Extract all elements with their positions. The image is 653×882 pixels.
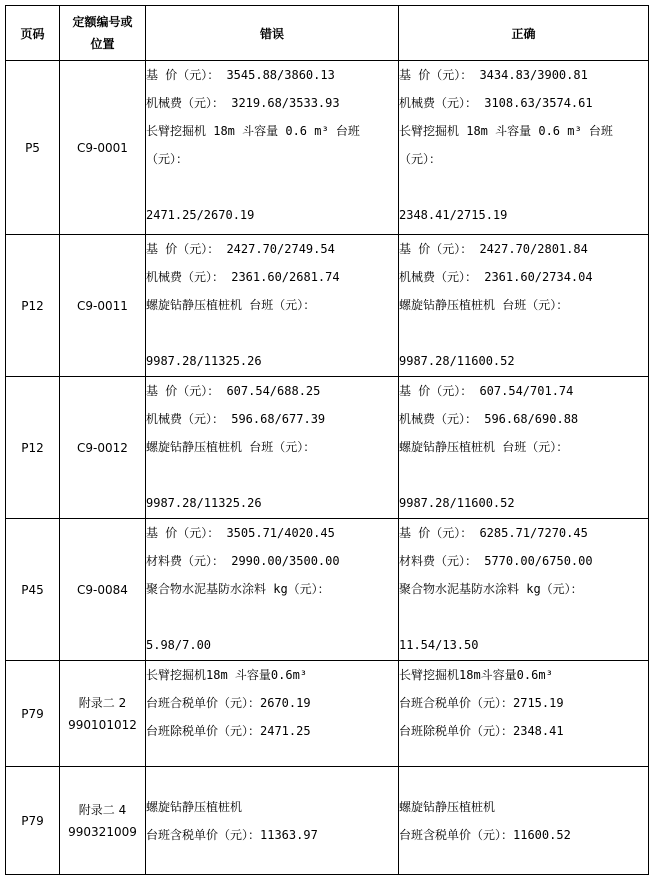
correct-line: 基 价（元）： 607.54/701.74 bbox=[399, 384, 574, 398]
row-wrong bbox=[146, 61, 399, 235]
row-page: P5 bbox=[6, 61, 60, 235]
wrong-line: 材料费（元）： 2990.00/3500.00 bbox=[146, 554, 340, 568]
wrong-line: 机械费（元）： 3219.68/3533.93 bbox=[146, 96, 340, 110]
row-correct bbox=[399, 377, 649, 519]
wrong-line: 2471.25/2670.19 bbox=[146, 208, 255, 222]
correct-line: 9987.28/11600.52 bbox=[399, 354, 515, 368]
row-code-line1: 附录二 4 bbox=[78, 802, 127, 817]
row-code: C9-0084 bbox=[60, 519, 146, 661]
row-page: P79 bbox=[6, 661, 60, 767]
row-page: P45 bbox=[6, 519, 60, 661]
correct-line: 机械费（元）： 2361.60/2734.04 bbox=[399, 270, 593, 284]
header-code bbox=[60, 6, 146, 61]
errata-table bbox=[5, 5, 649, 875]
row-correct bbox=[399, 235, 649, 377]
row-wrong bbox=[146, 235, 399, 377]
wrong-line: 长臂挖掘机18m 斗容量0.6m³ bbox=[146, 668, 308, 682]
spacer bbox=[146, 461, 398, 489]
correct-line: 螺旋钻静压植桩机 台班（元）： bbox=[399, 298, 569, 312]
spacer bbox=[399, 173, 648, 201]
row-correct bbox=[399, 519, 649, 661]
correct-line: 螺旋钻静压植桩机 bbox=[399, 800, 496, 814]
row-code: C9-0011 bbox=[60, 235, 146, 377]
wrong-line: 机械费（元）： 596.68/677.39 bbox=[146, 412, 326, 426]
header-code-line2: 位置 bbox=[90, 37, 115, 51]
wrong-line: 台班除税单价（元）：2471.25 bbox=[146, 724, 311, 738]
wrong-line: 聚合物水泥基防水涂料 kg（元）： bbox=[146, 582, 330, 596]
row-page: P12 bbox=[6, 235, 60, 377]
table-row bbox=[6, 661, 649, 767]
row-code-line1: 附录二 2 bbox=[78, 695, 127, 710]
correct-line: 材料费（元）： 5770.00/6750.00 bbox=[399, 554, 593, 568]
correct-line: 长臂挖掘机 18m 斗容量 0.6 m³ 台班 bbox=[399, 124, 613, 138]
row-code-line2: 990321009 bbox=[68, 824, 137, 839]
correct-line: 螺旋钻静压植桩机 台班（元）： bbox=[399, 440, 569, 454]
table-row bbox=[6, 519, 649, 661]
row-code-line2: 990101012 bbox=[68, 717, 137, 732]
header-wrong: 错误 bbox=[146, 6, 399, 61]
spacer bbox=[146, 173, 398, 201]
correct-line: 机械费（元）： 3108.63/3574.61 bbox=[399, 96, 593, 110]
spacer bbox=[146, 319, 398, 347]
wrong-line: 基 价（元）： 3545.88/3860.13 bbox=[146, 68, 335, 82]
wrong-line: 台班合税单价（元）：2670.19 bbox=[146, 696, 311, 710]
wrong-line: 9987.28/11325.26 bbox=[146, 496, 262, 510]
wrong-line: 基 价（元）： 607.54/688.25 bbox=[146, 384, 321, 398]
table-row bbox=[6, 767, 649, 875]
table-row bbox=[6, 235, 649, 377]
spacer bbox=[399, 319, 648, 347]
row-page: P79 bbox=[6, 767, 60, 875]
row-correct bbox=[399, 61, 649, 235]
wrong-line: 5.98/7.00 bbox=[146, 638, 212, 652]
spacer bbox=[399, 461, 648, 489]
wrong-line: 长臂挖掘机 18m 斗容量 0.6 m³ 台班 bbox=[146, 124, 360, 138]
row-wrong bbox=[146, 661, 399, 767]
correct-line: 机械费（元）： 596.68/690.88 bbox=[399, 412, 579, 426]
correct-line: 长臂挖掘机18m斗容量0.6m³ bbox=[399, 668, 553, 682]
spacer bbox=[146, 603, 398, 631]
wrong-line: （元）： bbox=[146, 152, 189, 166]
row-wrong bbox=[146, 767, 399, 875]
spacer bbox=[399, 603, 648, 631]
correct-line: （元）： bbox=[399, 152, 442, 166]
correct-line: 基 价（元）： 3434.83/3900.81 bbox=[399, 68, 588, 82]
header-page: 页码 bbox=[6, 6, 60, 61]
wrong-line: 基 价（元）： 2427.70/2749.54 bbox=[146, 242, 335, 256]
row-code: C9-0001 bbox=[60, 61, 146, 235]
correct-line: 11.54/13.50 bbox=[399, 638, 479, 652]
correct-line: 基 价（元）： 2427.70/2801.84 bbox=[399, 242, 588, 256]
header-row bbox=[6, 6, 649, 61]
table-row bbox=[6, 377, 649, 519]
wrong-line: 螺旋钻静压植桩机 台班（元）： bbox=[146, 440, 316, 454]
row-code: C9-0012 bbox=[60, 377, 146, 519]
row-page: P12 bbox=[6, 377, 60, 519]
header-code-line1: 定额编号或 bbox=[72, 15, 133, 29]
wrong-line: 机械费（元）： 2361.60/2681.74 bbox=[146, 270, 340, 284]
correct-line: 台班合税单价（元）：2715.19 bbox=[399, 696, 564, 710]
row-correct bbox=[399, 661, 649, 767]
correct-line: 台班含税单价（元）：11600.52 bbox=[399, 828, 571, 842]
row-correct bbox=[399, 767, 649, 875]
row-wrong bbox=[146, 519, 399, 661]
row-code bbox=[60, 767, 146, 875]
correct-line: 台班除税单价（元）：2348.41 bbox=[399, 724, 564, 738]
correct-line: 基 价（元）： 6285.71/7270.45 bbox=[399, 526, 588, 540]
wrong-line: 螺旋钻静压植桩机 台班（元）： bbox=[146, 298, 316, 312]
wrong-line: 台班含税单价（元）：11363.97 bbox=[146, 828, 318, 842]
header-correct: 正确 bbox=[399, 6, 649, 61]
correct-line: 聚合物水泥基防水涂料 kg（元）： bbox=[399, 582, 583, 596]
row-wrong bbox=[146, 377, 399, 519]
wrong-line: 基 价（元）： 3505.71/4020.45 bbox=[146, 526, 335, 540]
correct-line: 2348.41/2715.19 bbox=[399, 208, 508, 222]
correct-line: 9987.28/11600.52 bbox=[399, 496, 515, 510]
wrong-line: 9987.28/11325.26 bbox=[146, 354, 262, 368]
row-code bbox=[60, 661, 146, 767]
table-row bbox=[6, 61, 649, 235]
wrong-line: 螺旋钻静压植桩机 bbox=[146, 800, 243, 814]
